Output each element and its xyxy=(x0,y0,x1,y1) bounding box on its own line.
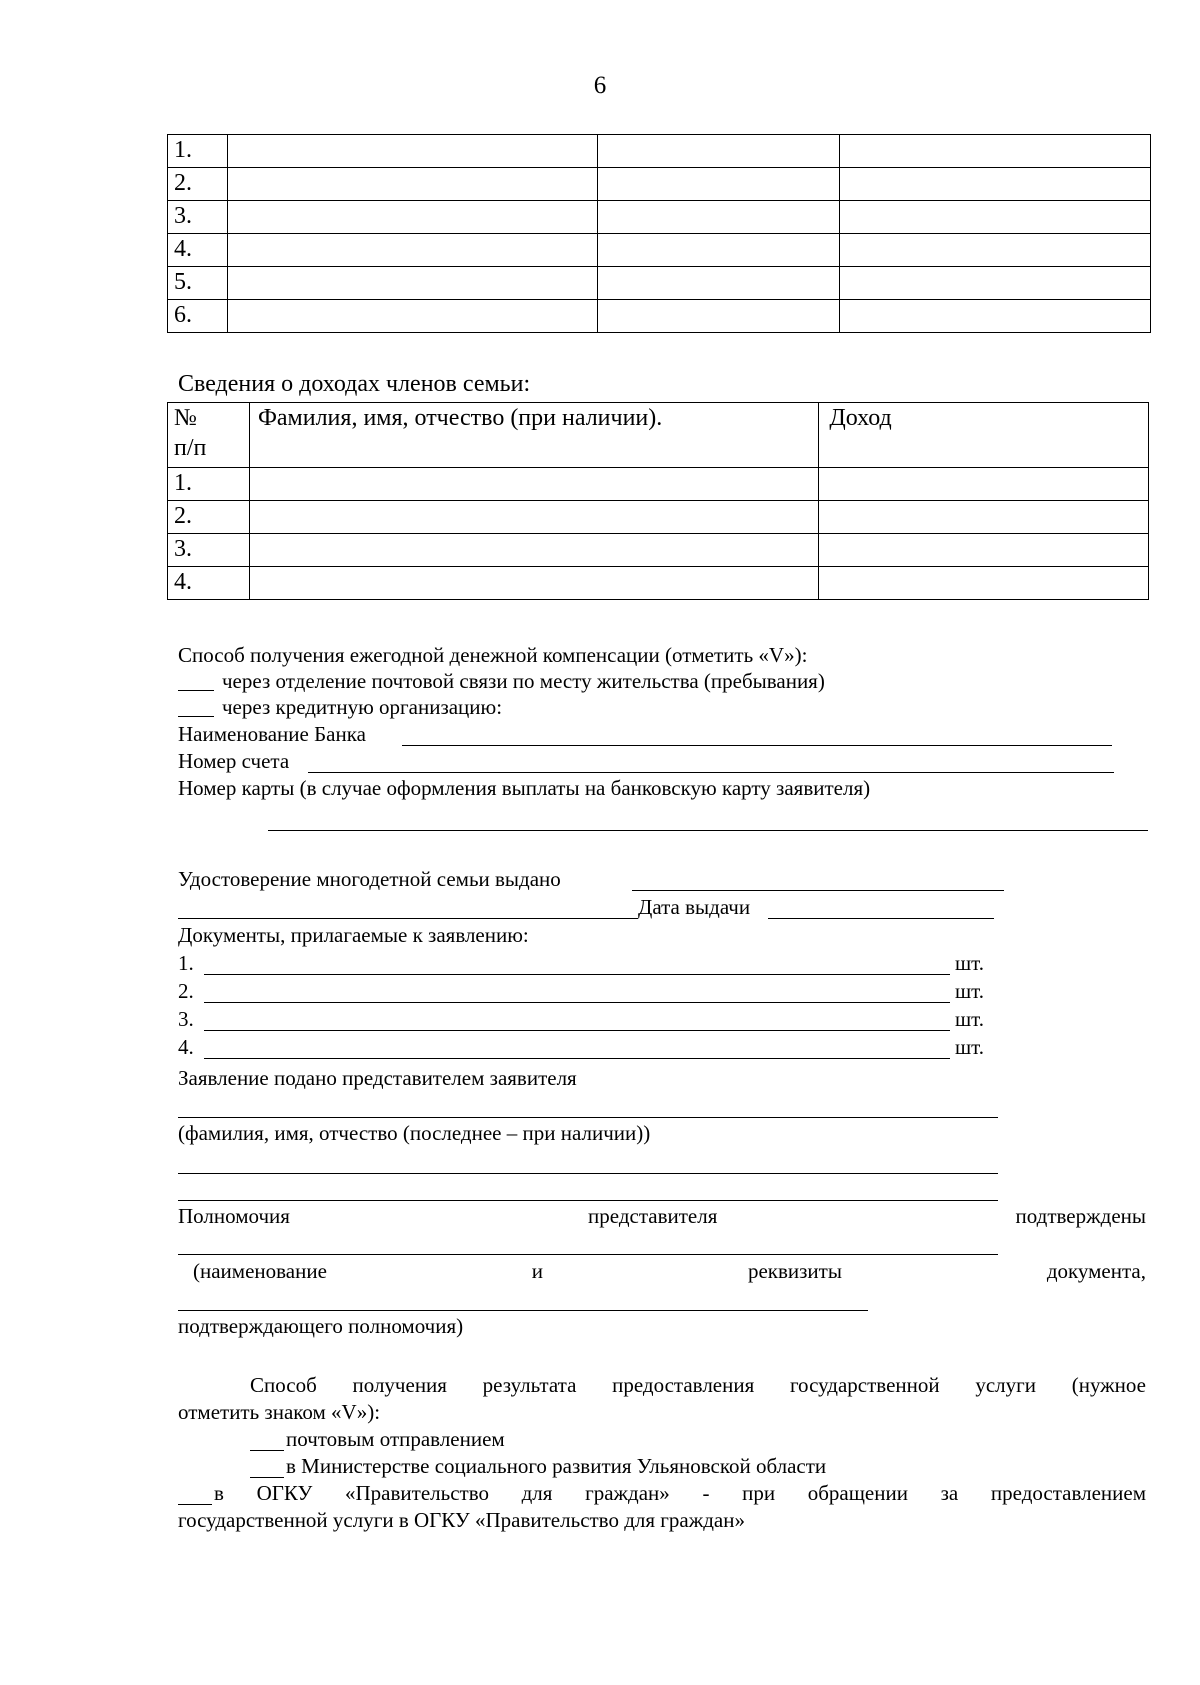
checkbox-mail-line[interactable] xyxy=(250,1450,284,1451)
members-cell[interactable] xyxy=(840,201,1151,234)
members-row-number: 1. xyxy=(168,135,228,168)
compensation-title: Способ получения ежегодной денежной компенсации (отметить «V»): xyxy=(178,643,808,667)
members-cell[interactable] xyxy=(597,234,840,267)
document-item-unit: шт. xyxy=(955,979,985,1003)
option-ogku-word: обращении xyxy=(807,1481,908,1505)
checkbox-bank-line[interactable] xyxy=(178,716,214,717)
option-bank: через кредитную организацию: xyxy=(222,695,503,719)
income-col-name: Фамилия, имя, отчество (при наличии). xyxy=(249,403,818,468)
members-cell[interactable] xyxy=(840,135,1151,168)
members-cell[interactable] xyxy=(597,201,840,234)
option-ogku-word: предоставлением xyxy=(990,1481,1146,1505)
members-cell[interactable] xyxy=(597,267,840,300)
bank-name-label: Наименование Банка xyxy=(178,722,366,746)
income-row-number: 2. xyxy=(168,501,250,534)
members-cell[interactable] xyxy=(840,234,1151,267)
option-ogku-line2: государственной услуги в ОГКУ «Правительство для граждан» xyxy=(178,1508,745,1532)
members-cell[interactable] xyxy=(840,300,1151,333)
income-table-row xyxy=(168,501,1149,534)
members-cell[interactable] xyxy=(597,168,840,201)
option-ogku-word: в xyxy=(214,1481,224,1505)
doc-word-4: документа, xyxy=(1046,1259,1146,1283)
income-cell[interactable] xyxy=(819,567,1149,600)
members-cell[interactable] xyxy=(840,267,1151,300)
doc-word-1: (наименование xyxy=(193,1259,327,1283)
income-heading: Сведения о доходах членов семьи: xyxy=(178,371,531,397)
members-table xyxy=(167,134,1151,333)
representative-field-3[interactable] xyxy=(178,1200,998,1201)
option-ogku-word: при xyxy=(742,1481,776,1505)
income-cell[interactable] xyxy=(819,501,1149,534)
members-table-row xyxy=(168,135,1151,168)
account-field[interactable] xyxy=(308,772,1114,773)
option-ogku-word: «Правительство xyxy=(345,1481,489,1505)
document-item-unit: шт. xyxy=(955,951,985,975)
members-cell[interactable] xyxy=(227,300,597,333)
members-cell[interactable] xyxy=(597,300,840,333)
members-row-number: 2. xyxy=(168,168,228,201)
income-table-row xyxy=(168,468,1149,501)
document-item-field[interactable] xyxy=(204,1058,950,1059)
document-item-number: 4. xyxy=(178,1035,194,1059)
members-cell[interactable] xyxy=(227,135,597,168)
powers-word-2: представителя xyxy=(588,1204,718,1228)
document-item-number: 1. xyxy=(178,951,194,975)
income-table xyxy=(167,402,1149,600)
document-item-field[interactable] xyxy=(204,974,950,975)
issue-date-label: Дата выдачи xyxy=(638,895,751,919)
members-table-row xyxy=(168,201,1151,234)
document-item-field[interactable] xyxy=(204,1002,950,1003)
doc-word-2: и xyxy=(531,1259,544,1283)
representative-label: Заявление подано представителем заявителя xyxy=(178,1066,577,1090)
members-table-row xyxy=(168,300,1151,333)
representative-fio-caption: (фамилия, имя, отчество (последнее – при наличии)) xyxy=(178,1121,651,1145)
income-col-num: № п/п xyxy=(168,403,250,468)
powers-word-3: подтверждены xyxy=(1015,1204,1146,1228)
members-cell[interactable] xyxy=(227,234,597,267)
card-field[interactable] xyxy=(268,830,1148,831)
members-table-row xyxy=(168,234,1151,267)
members-row-number: 4. xyxy=(168,234,228,267)
certificate-issued-field[interactable] xyxy=(632,890,1004,891)
members-cell[interactable] xyxy=(597,135,840,168)
income-cell[interactable] xyxy=(819,468,1149,501)
doc-field-2[interactable] xyxy=(178,1310,868,1311)
income-cell[interactable] xyxy=(249,534,818,567)
document-item-unit: шт. xyxy=(955,1007,985,1031)
bank-name-field[interactable] xyxy=(402,745,1112,746)
document-item-number: 2. xyxy=(178,979,194,1003)
option-ogku xyxy=(214,1480,1146,1506)
certificate-issued-field-2[interactable] xyxy=(178,918,638,919)
members-row-number: 6. xyxy=(168,300,228,333)
result-title-line2: отметить знаком «V»): xyxy=(178,1400,381,1424)
account-label: Номер счета xyxy=(178,749,290,773)
option-ogku-word: ОГКУ xyxy=(256,1481,313,1505)
members-table-row xyxy=(168,168,1151,201)
option-ministry: в Министерстве социального развития Ульяновской области xyxy=(286,1454,827,1478)
checkbox-post-line[interactable] xyxy=(178,690,214,691)
members-cell[interactable] xyxy=(227,267,597,300)
powers-line xyxy=(178,1203,1146,1229)
doc-word-3: реквизиты xyxy=(747,1259,842,1283)
income-table-row xyxy=(168,534,1149,567)
members-cell[interactable] xyxy=(840,168,1151,201)
representative-field-2[interactable] xyxy=(178,1173,998,1174)
members-table-row xyxy=(168,267,1151,300)
checkbox-ministry-line[interactable] xyxy=(250,1477,284,1478)
members-cell[interactable] xyxy=(227,168,597,201)
income-row-number: 1. xyxy=(168,468,250,501)
members-row-number: 5. xyxy=(168,267,228,300)
documents-title: Документы, прилагаемые к заявлению: xyxy=(178,923,529,947)
option-ogku-word: за xyxy=(940,1481,959,1505)
powers-word-1: Полномочия xyxy=(178,1204,290,1228)
document-item-unit: шт. xyxy=(955,1035,985,1059)
powers-doc-field[interactable] xyxy=(178,1254,998,1255)
income-table-row xyxy=(168,567,1149,600)
doc-caption-2: подтверждающего полномочия) xyxy=(178,1314,464,1338)
doc-caption-line xyxy=(193,1258,1146,1284)
members-row-number: 3. xyxy=(168,201,228,234)
income-row-number: 4. xyxy=(168,567,250,600)
page-number: 6 xyxy=(593,72,607,99)
income-cell[interactable] xyxy=(819,534,1149,567)
document-item-field[interactable] xyxy=(204,1030,950,1031)
certificate-issued-label: Удостоверение многодетной семьи выдано xyxy=(178,867,561,891)
income-cell[interactable] xyxy=(249,567,818,600)
card-label: Номер карты (в случае оформления выплаты на банковскую карту заявителя) xyxy=(178,776,871,800)
document-item-number: 3. xyxy=(178,1007,194,1031)
option-ogku-word: - xyxy=(702,1481,710,1505)
option-ogku-word: для xyxy=(521,1481,553,1505)
issue-date-field[interactable] xyxy=(768,918,994,919)
income-row-number: 3. xyxy=(168,534,250,567)
option-ogku-word: граждан» xyxy=(585,1481,670,1505)
option-mail: почтовым отправлением xyxy=(286,1427,505,1451)
result-title-line1: Способ получения результата предоставления государственной услуги (нужное xyxy=(250,1373,1146,1397)
income-cell[interactable] xyxy=(249,468,818,501)
members-cell[interactable] xyxy=(227,201,597,234)
option-post: через отделение почтовой связи по месту жительства (пребывания) xyxy=(222,669,825,693)
representative-name-field[interactable] xyxy=(178,1117,998,1118)
checkbox-ogku-line[interactable] xyxy=(178,1504,212,1505)
income-cell[interactable] xyxy=(249,501,818,534)
income-col-income: Доход xyxy=(819,403,1149,468)
